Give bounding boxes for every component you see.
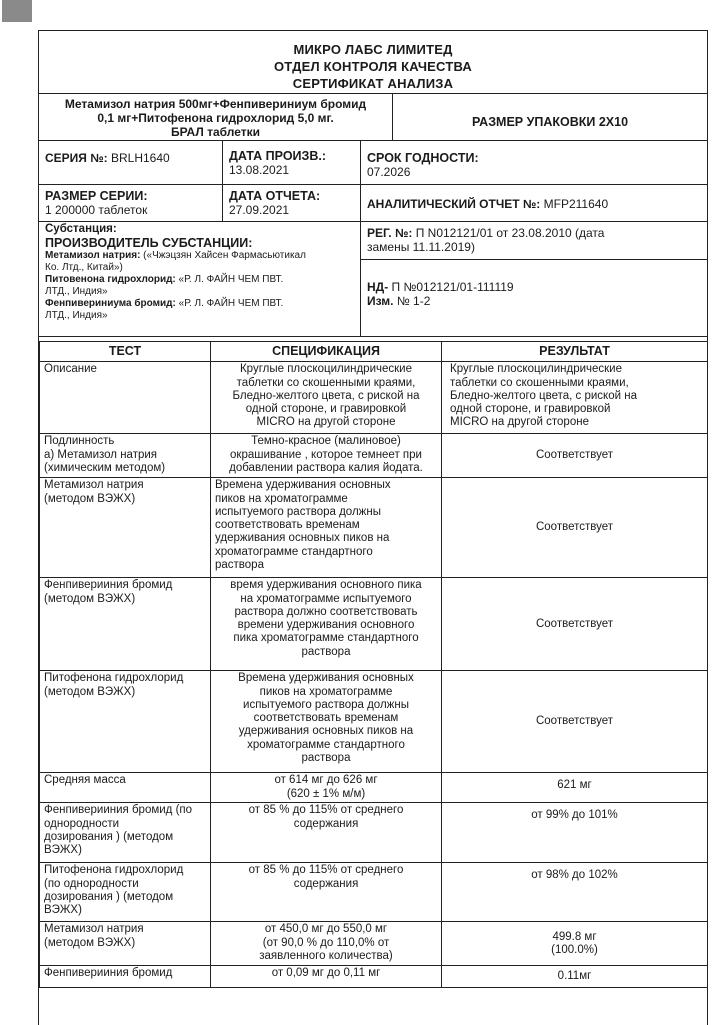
test-specification: от 450,0 мг до 550,0 мг (от 90,0 % до 110,0% от заявленного количества) [211,922,442,966]
test-specification: время удерживания основного пика на хроматограмме испытуемого раствора должно соответствовать времени удерживания основного пика хроматограмме стандартного раствора [211,578,442,671]
test-result: 621 мг [442,773,708,803]
test-name: Подлинность а) Метамизол натрия (химическим методом) [40,434,211,478]
product-name: Метамизол натрия 500мг+Фенпивериниум бромид 0,1 мг+Питофенона гидрохлорид 5,0 мг. БРАЛ таблетки [39,93,393,141]
report-date-value: 27.09.2021 [229,203,290,217]
scan-corner-mark [2,0,32,22]
table-row [40,966,708,988]
expiry-cell [361,141,707,185]
mfg-date-value: 13.08.2021 [229,163,290,177]
mfg-date-label: ДАТА ПРОИЗВ.: [229,149,327,163]
company-name: МИКРО ЛАБС ЛИМИТЕД [293,42,453,57]
batch-size-label: РАЗМЕР СЕРИИ: [45,189,148,203]
test-results-table [39,341,708,988]
column-header-result: РЕЗУЛЬТАТ [442,342,708,362]
document-title: СЕРТИФИКАТ АНАЛИЗА [292,76,454,91]
column-header-specification: СПЕЦИФИКАЦИЯ [211,342,442,362]
test-name: Описание [40,362,211,434]
analytical-report-label: АНАЛИТИЧЕСКИЙ ОТЧЕТ №: [367,197,541,211]
table-row [40,578,708,671]
table-row [40,434,708,478]
test-specification: от 85 % до 115% от среднего содержания [211,863,442,922]
certificate-sheet [38,30,708,1025]
test-specification: от 85 % до 115% от среднего содержания [211,803,442,863]
test-result: 499.8 мг (100.0%) [442,922,708,966]
expiry-label: СРОК ГОДНОСТИ: [367,151,479,165]
test-specification: Времена удерживания основных пиков на хроматограмме испытуемого раствора должны соответствовать временам удерживания основных пиков на хроматограмме стандартного раствора [211,671,442,773]
certificate-header [39,31,707,94]
test-specification: Времена удерживания основных пиков на хроматограмме испытуемого раствора должны соответствовать временам удерживания основных пиков на хроматограмме стандартного раствора [211,478,442,578]
test-result: Круглые плоскоцилиндрические таблетки со скошенными краями, Бледно-желтого цвета, с риской на одной стороне, и гравировкой MICRO на другой стороне [442,362,708,434]
test-result: 0.11мг [442,966,708,988]
test-name: Фенпиверииния бромид (методом ВЭЖХ) [40,578,211,671]
test-name: Питофенона гидрохлорид (по однородности дозирования ) (методом ВЭЖХ) [40,863,211,922]
test-specification: Круглые плоскоцилиндрические таблетки со скошенными краями, Бледно-желтого цвета, с риской на одной стороне, и гравировкой MICRO на другой стороне [211,362,442,434]
pack-size: РАЗМЕР УПАКОВКИ 2X10 [393,93,707,141]
column-header-test: ТЕСТ [40,342,211,362]
department-name: ОТДЕЛ КОНТРОЛЯ КАЧЕСТВА [273,59,472,74]
series-cell [39,141,223,185]
test-name: Средняя масса [40,773,211,803]
batch-size-cell [39,185,223,222]
test-specification: от 0,09 мг до 0,11 мг [211,966,442,988]
test-name: Метамизол натрия (методом ВЭЖХ) [40,922,211,966]
substance-title: Субстанция: [45,223,117,235]
test-name: Фенпиверииния бромид (по однородности дозирования ) (методом ВЭЖХ) [40,803,211,863]
table-header-row [40,342,708,362]
change-line: Изм. № 1-2 [367,294,431,308]
test-result: Соответствует [442,434,708,478]
series-value: BRLH1640 [110,151,170,165]
series-label: СЕРИЯ №: [45,151,108,165]
mfg-date-cell [223,141,361,185]
test-name: Питофенона гидрохлорид (методом ВЭЖХ) [40,671,211,773]
test-result: от 98% до 102% [442,863,708,922]
table-row [40,362,708,434]
table-row [40,803,708,863]
table-row [40,863,708,922]
test-name: Фенпиверииния бромид [40,966,211,988]
producer-line-2: Питовенона гидрохлорид: «Р. Л. ФАЙН ЧЕМ ПВТ. ЛТД., Индия» [45,274,284,297]
analytical-report-cell [361,185,707,222]
table-row [40,922,708,966]
table-row [40,671,708,773]
registration-cell: РЕГ. №: П N012121/01 от 23.08.2010 (дата замены 11.11.2019) [361,222,707,260]
test-result: Соответствует [442,671,708,773]
producer-title: ПРОИЗВОДИТЕЛЬ СУБСТАНЦИИ: [45,236,253,250]
report-date-cell [223,185,361,222]
test-name: Метамизол натрия (методом ВЭЖХ) [40,478,211,578]
table-row [40,478,708,578]
test-result: Соответствует [442,578,708,671]
analytical-report-value: MFP211640 [543,197,609,211]
test-specification: от 614 мг до 626 мг (620 ± 1% м/м) [211,773,442,803]
producer-line-3: Фенпивериниума бромид: «Р. Л. ФАЙН ЧЕМ ПВТ. ЛТД., Индия» [45,298,284,321]
table-row [40,773,708,803]
test-specification: Темно-красное (малиновое) окрашивание , которое темнеет при добавлении раствора калия йодата. [211,434,442,478]
substance-producer-block [39,222,361,337]
expiry-value: 07.2026 [367,165,411,179]
test-result: Соответствует [442,478,708,578]
normative-doc-cell [361,260,707,337]
producer-line-1: Метамизол натрия: («Чжэцзян Хайсен Фармасьютикал Ко. Лтд., Китай») [45,250,306,273]
nd-line: НД- П №012121/01-111119 [367,280,514,294]
batch-size-value: 1 200000 таблеток [45,203,148,217]
report-date-label: ДАТА ОТЧЕТА: [229,189,321,203]
test-result: от 99% до 101% [442,803,708,863]
